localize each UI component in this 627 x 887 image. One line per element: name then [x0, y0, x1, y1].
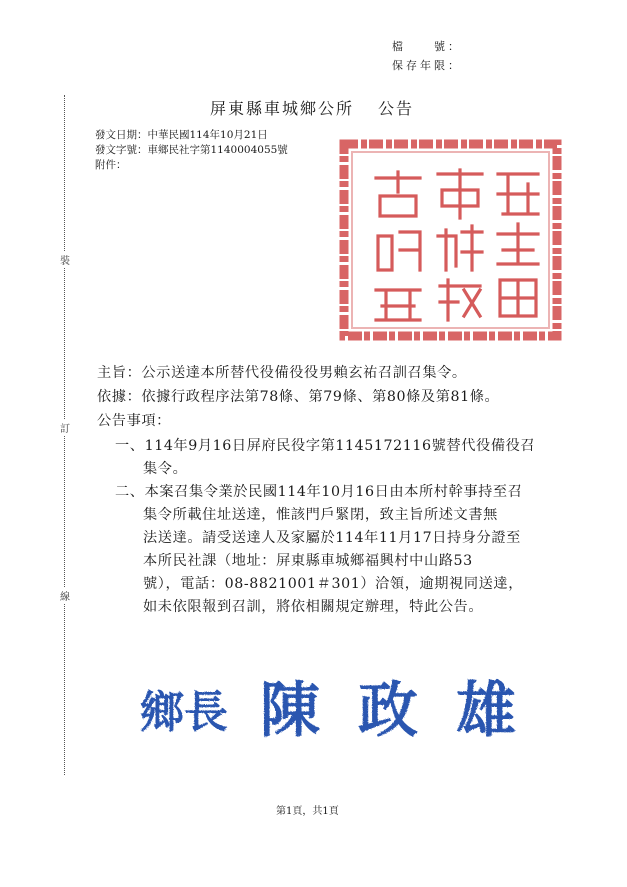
binding-char-xian: 線: [60, 588, 70, 603]
item-2-line-1: 二、本案召集令業於民國114年10月16日由本所村幹事持至召: [115, 484, 523, 500]
basis-line: 依據：依據行政程序法第78條、第79條、第80條及第81條。: [97, 389, 500, 405]
subject-line: 主旨：公示送達本所替代役備役役男賴玄祐召訓召集令。: [97, 365, 467, 381]
signature-name-text: 陳政雄: [260, 676, 554, 746]
official-seal: [338, 140, 563, 340]
mayor-signature-stamp: [140, 665, 554, 755]
binding-char-ding: 訂: [60, 420, 70, 435]
item-2-line-2: 集令所載住址送達，惟該門戶緊閉，致主旨所述文書無: [143, 507, 498, 523]
items-heading: 公告事項：: [97, 413, 171, 429]
title-organization: 屏東縣車城鄉公所: [210, 99, 355, 118]
issue-date: 發文日期：中華民國114年10月21日: [95, 129, 268, 141]
attachment-label: 附件：: [95, 159, 127, 171]
item-1-line-2: 集令。: [143, 461, 188, 477]
item-2-line-5: 號），電話：08-8821001＃301）洽領，逾期視同送達，: [143, 576, 523, 592]
binding-char-zhuang: 裝: [60, 252, 70, 267]
item-2-line-4: 本所民社課（地址：屏東縣車城鄉福興村中山路53: [143, 553, 473, 569]
retention-period-label: 保存年限：: [392, 59, 462, 72]
title-doc-type: 公告: [378, 99, 415, 118]
item-2-line-6: 如未依限報到召訓，將依相關規定辦理，特此公告。: [143, 599, 484, 615]
issue-reference-number: 發文字號：車鄉民社字第1140004055號: [95, 144, 288, 156]
file-number-label: 檔 號：: [392, 40, 462, 53]
binding-line: [64, 95, 65, 775]
page-number: 第1頁，共1頁: [276, 806, 339, 817]
item-2-line-3: 法送達。請受送達人及家屬於114年11月17日持身分證至: [143, 530, 521, 546]
signature-title-text: 鄉長: [140, 687, 228, 738]
item-1-line-1: 一、114年9月16日屏府民役字第1145172116號替代役備役召: [115, 438, 536, 454]
